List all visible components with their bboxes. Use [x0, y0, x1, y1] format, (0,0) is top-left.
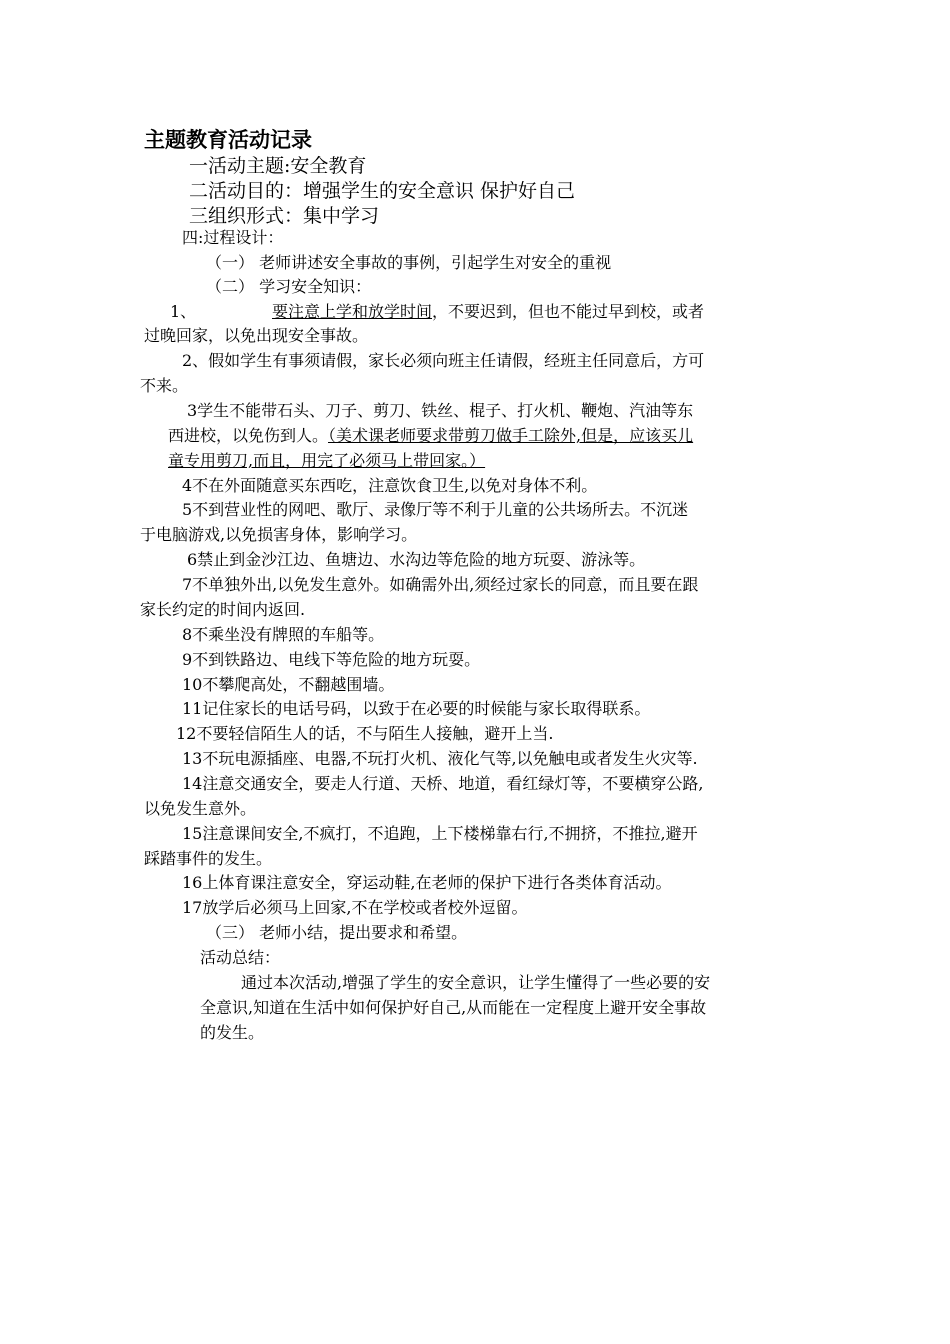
- item-3-underlined-2: 童专用剪刀,而且，用完了必须马上带回家。）: [168, 451, 486, 470]
- item-7-line-1: 7不单独外出,以免发生意外。如确需外出,须经过家长的同意，而且要在跟: [182, 575, 699, 594]
- document-title: 主题教育活动记录: [144, 128, 312, 152]
- summary-line-3: 的发生。: [200, 1023, 265, 1042]
- item-17: 17放学后必须马上回家,不在学校或者校外逗留。: [182, 898, 528, 917]
- item-3-line-3: [168, 451, 485, 471]
- item-5-line-2: 于电脑游戏,以免损害身体，影响学习。: [140, 525, 418, 544]
- item-3-underlined-1: （美术课老师要求带剪刀做手工除外,但是，应该买儿: [328, 426, 694, 445]
- item-3-line-1: 3学生不能带石头、刀子、剪刀、铁丝、棍子、打火机、鞭炮、汽油等东: [187, 401, 694, 420]
- item-3-line-2: [168, 426, 693, 446]
- item-5-line-1: 5不到营业性的网吧、歌厅、录像厅等不利于儿童的公共场所去。不沉迷: [182, 500, 689, 519]
- item-2-line-1: 2、假如学生有事须请假，家长必须向班主任请假，经班主任同意后，方可: [182, 351, 705, 370]
- item-1-rest: ，不要迟到，但也不能过早到校，或者: [432, 302, 705, 321]
- item-11: 11记住家长的电话号码，以致于在必要的时候能与家长取得联系。: [182, 699, 651, 718]
- section-two: （二） 学习安全知识：: [206, 277, 372, 296]
- item-12: 12不要轻信陌生人的话，不与陌生人接触，避开上当.: [176, 724, 554, 743]
- section-three: （三） 老师小结，提出要求和希望。: [206, 923, 468, 942]
- item-6: 6禁止到金沙江边、鱼塘边、水沟边等危险的地方玩耍、游泳等。: [187, 550, 646, 569]
- item-1-underlined: 要注意上学和放学时间: [272, 302, 433, 321]
- item-1-number: 1、: [170, 302, 197, 321]
- item-15-line-2: 踩踏事件的发生。: [144, 849, 273, 868]
- organization-form: 三组织形式：集中学习: [189, 205, 380, 227]
- item-1-line-1: [272, 302, 704, 322]
- item-13: 13不玩电源插座、电器,不玩打火机、液化气等,以免触电或者发生火灾等.: [182, 749, 698, 768]
- item-4: 4不在外面随意买东西吃，注意饮食卫生,以免对身体不利。: [182, 476, 598, 495]
- item-1-line-2: 过晚回家，以免出现安全事故。: [144, 326, 369, 345]
- item-2-line-2: 不来。: [140, 376, 189, 395]
- item-9: 9不到铁路边、电线下等危险的地方玩耍。: [182, 650, 481, 669]
- activity-theme: 一活动主题:安全教育: [189, 155, 367, 177]
- summary-line-1: 通过本次活动,增强了学生的安全意识，让学生懂得了一些必要的安: [241, 973, 711, 992]
- item-14-line-2: 以免发生意外。: [144, 799, 257, 818]
- summary-label: 活动总结：: [200, 948, 281, 967]
- item-16: 16上体育课注意安全，穿运动鞋,在老师的保护下进行各类体育活动。: [182, 873, 672, 892]
- item-8: 8不乘坐没有牌照的车船等。: [182, 625, 385, 644]
- item-15-line-1: 15注意课间安全,不疯打，不追跑，上下楼梯靠右行,不拥挤，不推拉,避开: [182, 824, 698, 843]
- item-14-line-1: 14注意交通安全，要走人行道、天桥、地道，看红绿灯等，不要横穿公路,: [182, 774, 704, 793]
- process-design-label: 四:过程设计：: [182, 228, 284, 247]
- activity-purpose: 二活动目的：增强学生的安全意识 保护好自己: [189, 180, 576, 202]
- item-3-plain: 西进校，以免伤到人。: [168, 426, 329, 445]
- summary-line-2: 全意识,知道在生活中如何保护好自己,从而能在一定程度上避开安全事故: [200, 998, 707, 1017]
- item-7-line-2: 家长约定的时间内返回.: [140, 600, 306, 619]
- item-10: 10不攀爬高处，不翻越围墙。: [182, 675, 395, 694]
- section-one: （一） 老师讲述安全事故的事例，引起学生对安全的重视: [206, 253, 612, 272]
